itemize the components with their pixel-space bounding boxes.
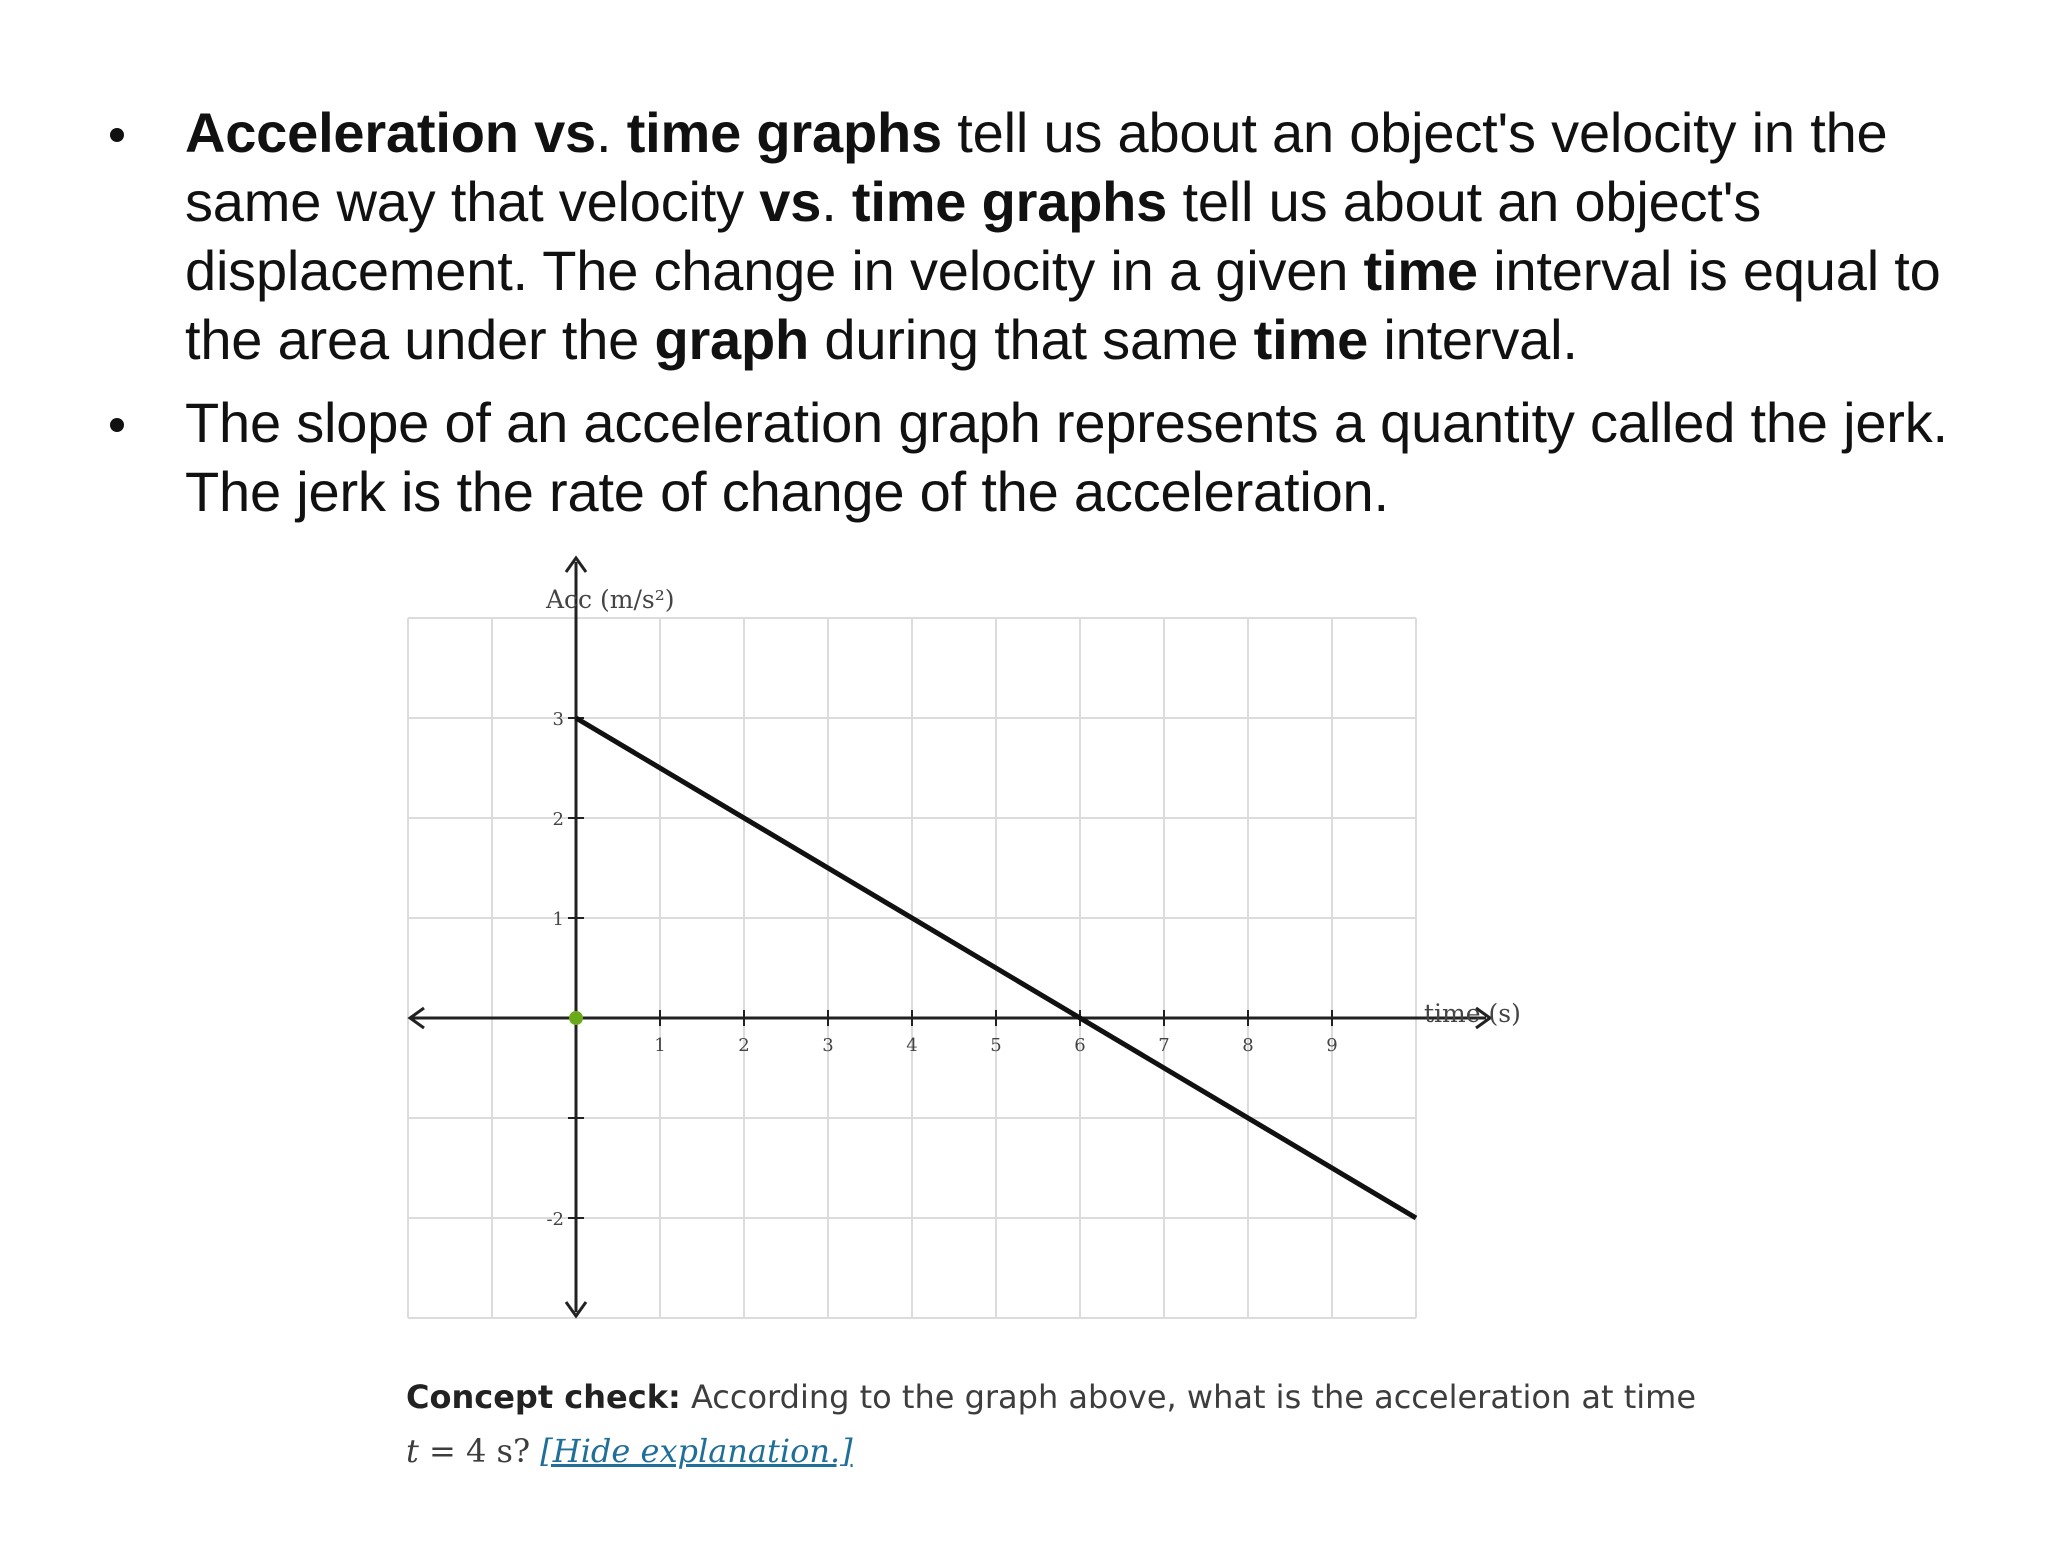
bold-text-segment: time (1363, 239, 1478, 302)
x-tick-label: 2 (738, 1035, 750, 1056)
text-segment: during that same (809, 308, 1254, 371)
x-tick-label: 4 (906, 1035, 918, 1056)
text-segment: The slope of an acceleration graph represents a quantity called the jerk. The jerk is the rate of change of the acceleration. (185, 391, 1948, 523)
x-tick-label: 5 (990, 1035, 1002, 1056)
bold-text-segment: time graphs (626, 101, 942, 164)
concept-check-math (406, 1432, 530, 1470)
y-tick-label: 3 (552, 709, 564, 730)
axes (410, 558, 1490, 1316)
y-tick-label: -2 (546, 1209, 564, 1230)
text-segment: interval. (1368, 308, 1578, 371)
x-tick-label: 1 (654, 1035, 666, 1056)
x-tick-label: 8 (1242, 1035, 1254, 1056)
concept-check-label: Concept check: (406, 1378, 681, 1416)
math-variable: t (406, 1432, 419, 1470)
text-segment: . (821, 170, 852, 233)
x-tick-label: 9 (1326, 1035, 1338, 1056)
bold-text-segment: vs (759, 170, 822, 233)
x-tick-label: 6 (1074, 1035, 1086, 1056)
x-axis-label: time (s) (1424, 999, 1521, 1028)
y-tick-label: 1 (552, 909, 564, 930)
x-tick-label: 7 (1158, 1035, 1170, 1056)
text-segment: tell us about an object's displacement. The change in velocity in a given (185, 170, 1761, 302)
concept-check (406, 1370, 1706, 1478)
y-axis-label: Acc (m/s²) (546, 585, 675, 614)
bold-text-segment: time (1253, 308, 1369, 371)
origin-point (569, 1011, 583, 1025)
text-segment: interval is equal to the area under the (185, 239, 1941, 371)
text-segment: tell us about an object's velocity in the same way that velocity (185, 101, 1888, 233)
bold-text-segment: time graphs (851, 170, 1168, 233)
y-tick-label: 2 (552, 809, 564, 830)
math-rest: = 4 s? (418, 1432, 531, 1470)
text-segment: . (596, 101, 627, 164)
bold-text-segment: Acceleration vs (185, 101, 596, 164)
bold-text-segment: graph (654, 308, 810, 371)
concept-check-question: According to the graph above, what is the acceleration at time (680, 1378, 1697, 1416)
ticks (546, 709, 1337, 1230)
series (569, 718, 1416, 1218)
x-tick-label: 3 (822, 1035, 834, 1056)
hide-explanation-link[interactable]: [Hide explanation.] (540, 1432, 853, 1470)
